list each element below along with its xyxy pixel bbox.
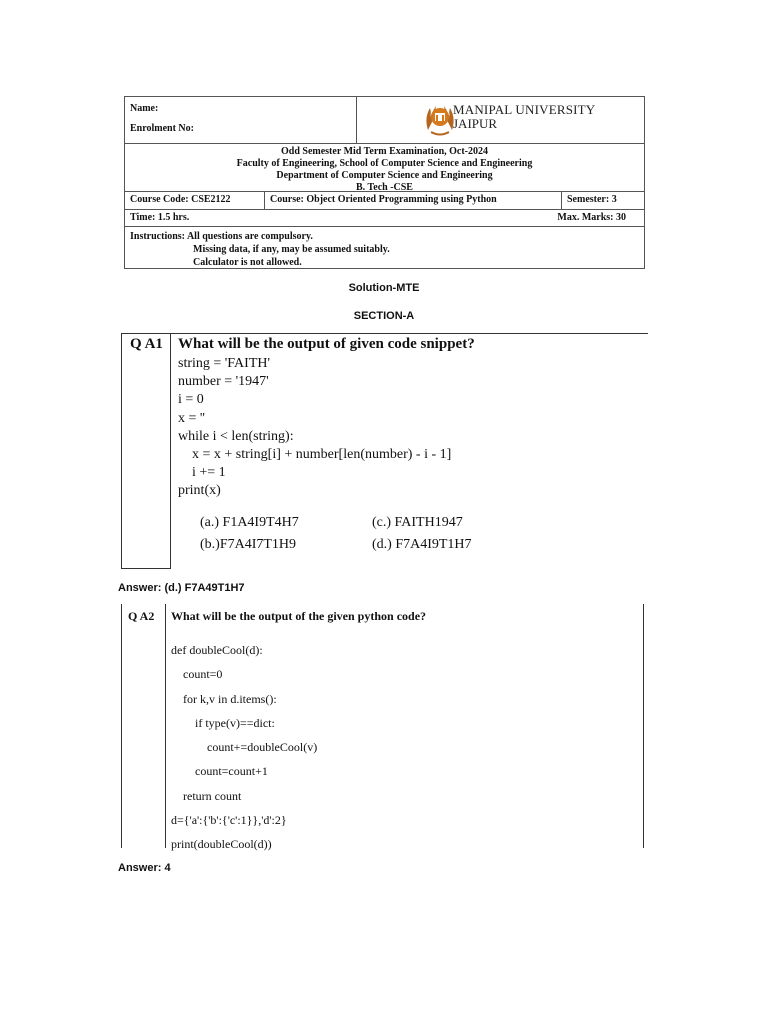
exam-header-table [124,96,645,269]
question-number: Q A1 [130,336,163,352]
code-line: count=0 [171,667,223,682]
instruction-line: Missing data, if any, may be assumed suitably. [193,244,390,255]
option-d: (d.) F7A4I9T1H7 [372,537,472,552]
question-number: Q A2 [128,609,155,623]
code-line: x = x + string[i] + number[len(number) - i - 1] [178,447,452,463]
question-a2-box [121,604,644,852]
semester: Semester: 3 [567,194,617,205]
instructions-row [125,227,644,270]
option-c: (c.) FAITH1947 [372,515,463,530]
code-snippet [178,355,451,501]
name-label: Name: [130,103,159,114]
university-name-line2: JAIPUR [453,116,498,131]
exam-info-line: Odd Semester Mid Term Examination, Oct-2024 [280,146,489,157]
exam-info-line: B. Tech -CSE [356,182,413,193]
code-line: d={'a':{'b':{'c':1}},'d':2} [171,813,287,828]
box-bottom-border [122,568,170,569]
question-a1-box [121,333,648,569]
code-line: i = 0 [178,392,204,408]
code-line: number = '1947' [178,374,269,390]
max-marks: Max. Marks: 30 [557,212,626,223]
answer-a2: Answer: 4 [118,862,171,874]
code-line: count+=doubleCool(v) [171,740,318,755]
box-column-divider [170,333,171,569]
university-name [453,103,595,131]
university-name-line1: MANIPAL UNIVERSITY [453,102,596,117]
box-top-border [122,333,648,334]
exam-time: Time: 1.5 hrs. [130,212,190,223]
code-snippet [171,638,317,857]
exam-info-line: Department of Computer Science and Engineering [276,170,493,181]
enrolment-label: Enrolment No: [130,123,194,134]
code-line: return count [171,788,242,803]
course-row [125,192,644,210]
exam-info-line: Faculty of Engineering, School of Computer Science and Engineering [236,158,533,169]
student-info-cell [125,97,357,143]
code-line: while i < len(string): [178,428,294,444]
question-title: What will be the output of given code snippet? [178,336,475,352]
course-name: Course: Object Oriented Programming using Python [265,192,562,209]
exam-info-row [125,144,644,192]
instruction-line: Calculator is not allowed. [193,257,302,268]
option-a: (a.) F1A4I9T4H7 [200,515,299,530]
code-line: print(doubleCool(d)) [171,837,272,852]
option-b: (b.)F7A4I7T1H9 [200,537,297,552]
code-line: i += 1 [178,465,226,481]
code-line: for k,v in d.items(): [171,691,277,706]
section-title: SECTION-A [353,310,415,322]
solution-title: Solution-MTE [348,282,420,294]
code-line: print(x) [178,483,221,499]
code-line: def doubleCool(d): [171,643,263,657]
code-line: count=count+1 [171,764,268,779]
header-row-identity [125,97,644,144]
code-line: string = 'FAITH' [178,356,271,371]
code-line: x = '' [178,410,205,426]
time-marks-row [125,210,644,227]
code-line: if type(v)==dict: [171,715,275,730]
answer-a1: Answer: (d.) F7A49T1H7 [118,582,245,594]
course-code: Course Code: CSE2122 [125,192,265,209]
box-column-divider [165,604,166,848]
instruction-line: Instructions: All questions are compulsory. [130,231,313,242]
question-title: What will be the output of the given python code? [171,609,427,623]
